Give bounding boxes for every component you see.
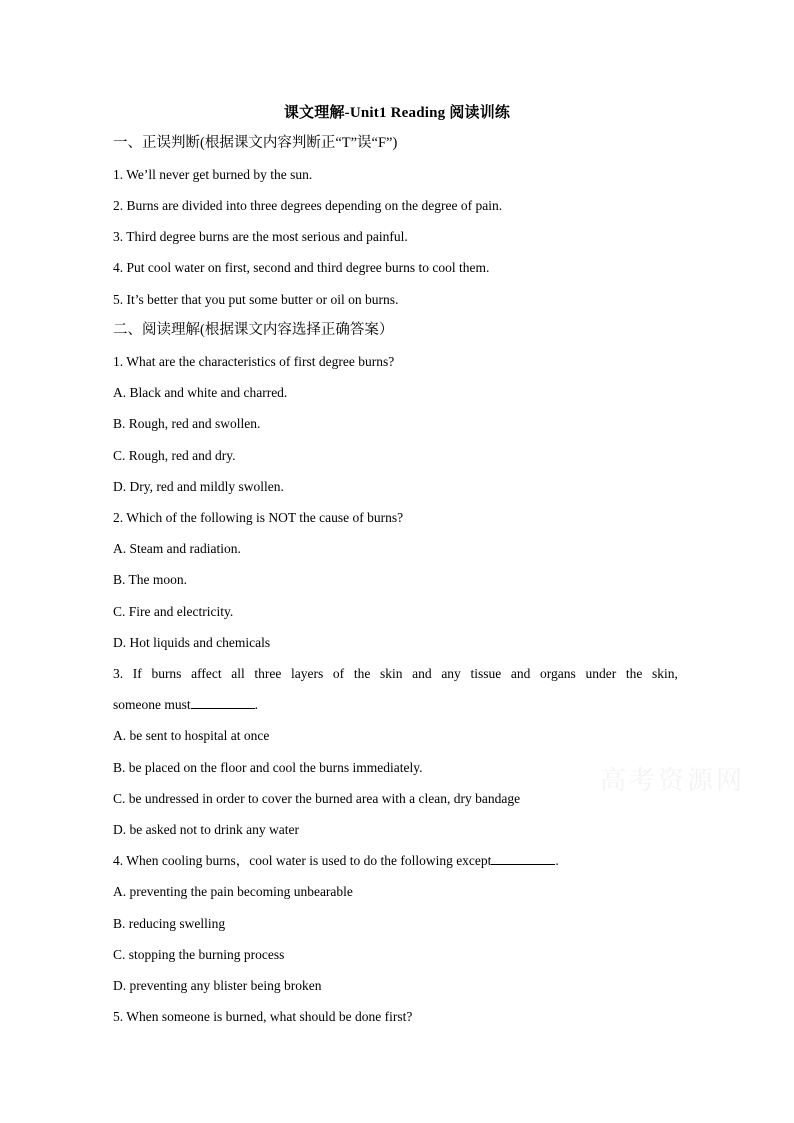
q3-word: 3. bbox=[113, 666, 124, 681]
q3-word: If bbox=[132, 666, 142, 681]
watermark: 高考资源网 bbox=[600, 766, 746, 796]
q3-option-b: B. be placed on the floor and cool the burns immediately. bbox=[113, 760, 423, 775]
q3-word: and bbox=[412, 666, 432, 681]
answer-blank[interactable] bbox=[491, 852, 555, 865]
question-2: 2. Which of the following is NOT the cause of burns? bbox=[113, 510, 404, 525]
section-2-heading: 二、阅读理解(根据课文内容选择正确答案） bbox=[113, 322, 394, 338]
question-1: 1. What are the characteristics of first degree burns? bbox=[113, 354, 395, 369]
q3-option-a: A. be sent to hospital at once bbox=[113, 728, 270, 743]
q3-word: of bbox=[332, 666, 345, 681]
q4-option-a: A. preventing the pain becoming unbearable bbox=[113, 884, 353, 899]
section-1-heading: 一、正误判断(根据课文内容判断正“T”误“F”) bbox=[113, 135, 398, 151]
q2-option-b: B. The moon. bbox=[113, 572, 187, 587]
q4-option-c: C. stopping the burning process bbox=[113, 947, 285, 962]
question-4 bbox=[113, 852, 559, 870]
q3-word: organs bbox=[540, 666, 576, 681]
q3-option-c: C. be undressed in order to cover the burned area with a clean, dry bandage bbox=[113, 791, 521, 806]
page-title: 课文理解-Unit1 Reading 阅读训练 bbox=[283, 105, 511, 121]
tf-item-5: 5. It’s better that you put some butter or oil on burns. bbox=[113, 292, 399, 307]
q3-word: all bbox=[231, 666, 245, 681]
q3-word: skin, bbox=[652, 666, 678, 681]
q3-word: burns bbox=[151, 666, 182, 681]
question-5: 5. When someone is burned, what should be done first? bbox=[113, 1009, 413, 1024]
q3-word: and bbox=[510, 666, 531, 681]
q1-option-c: C. Rough, red and dry. bbox=[113, 448, 236, 463]
q2-option-c: C. Fire and electricity. bbox=[113, 604, 234, 619]
q4-option-d: D. preventing any blister being broken bbox=[113, 978, 322, 993]
tf-item-1: 1. We’ll never get burned by the sun. bbox=[113, 167, 313, 182]
q1-option-d: D. Dry, red and mildly swollen. bbox=[113, 479, 284, 494]
q4-end: . bbox=[555, 853, 559, 868]
q1-option-b: B. Rough, red and swollen. bbox=[113, 416, 261, 431]
q3-word: any bbox=[441, 666, 461, 681]
q3-line-2-end: . bbox=[254, 697, 258, 712]
q2-option-d: D. Hot liquids and chemicals bbox=[113, 635, 271, 650]
tf-item-4: 4. Put cool water on first, second and third degree burns to cool them. bbox=[113, 260, 490, 275]
tf-item-3: 3. Third degree burns are the most serious and painful. bbox=[113, 229, 408, 244]
q3-word: three bbox=[254, 666, 282, 681]
q3-word: layers bbox=[291, 666, 324, 681]
q3-word: skin bbox=[379, 666, 403, 681]
q2-option-a: A. Steam and radiation. bbox=[113, 541, 241, 556]
q3-word: affect bbox=[191, 666, 222, 681]
q4-text: 4. When cooling burns，cool water is used to do the following except bbox=[113, 853, 492, 868]
question-3-line-2 bbox=[113, 696, 258, 714]
q3-word: the bbox=[353, 666, 371, 681]
question-3-line-1 bbox=[113, 665, 678, 683]
q3-line-2-text: someone must bbox=[113, 697, 191, 712]
tf-item-2: 2. Burns are divided into three degrees depending on the degree of pain. bbox=[113, 198, 503, 213]
q4-option-b: B. reducing swelling bbox=[113, 916, 226, 931]
q3-word: the bbox=[625, 666, 643, 681]
q3-word: tissue bbox=[470, 666, 502, 681]
answer-blank[interactable] bbox=[191, 696, 255, 709]
q3-word: under bbox=[585, 666, 617, 681]
q3-option-d: D. be asked not to drink any water bbox=[113, 822, 299, 837]
q1-option-a: A. Black and white and charred. bbox=[113, 385, 288, 400]
